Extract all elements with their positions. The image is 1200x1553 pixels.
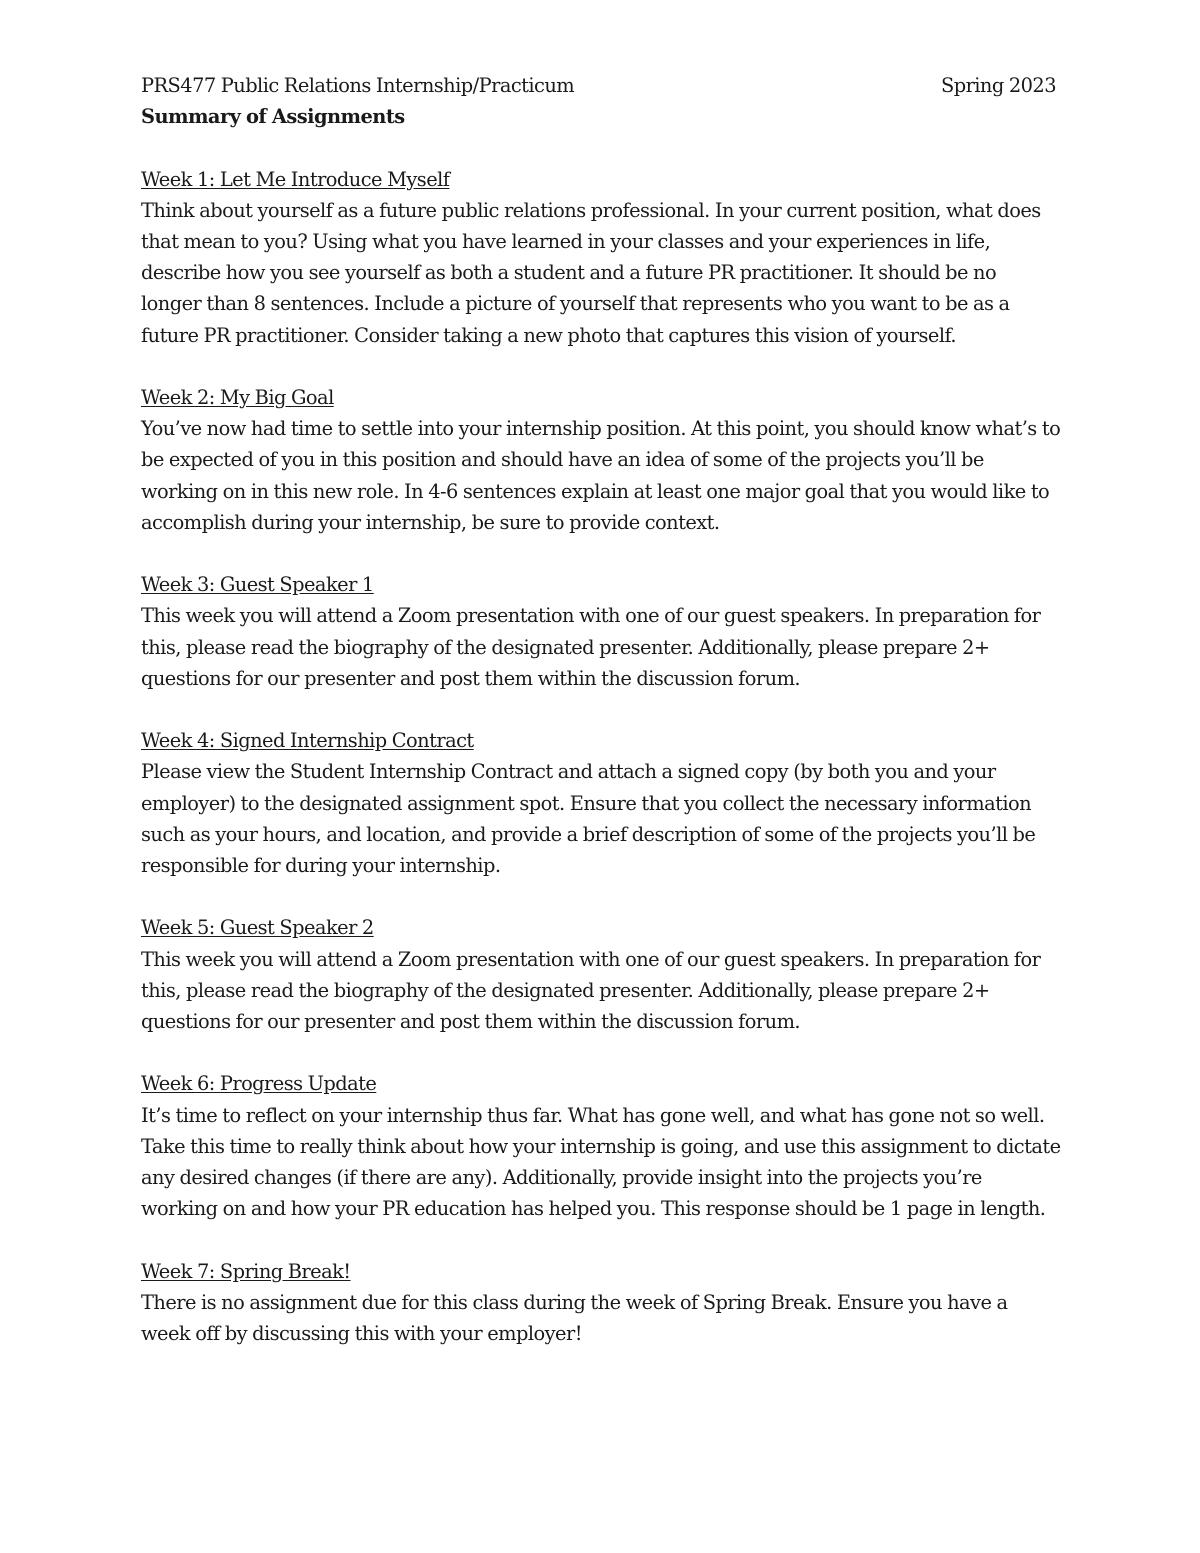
document-title: Summary of Assignments <box>141 105 405 129</box>
week-7-heading: Week 7: Spring Break! <box>141 1259 351 1283</box>
week-4-section <box>141 725 1061 881</box>
week-1-heading: Week 1: Let Me Introduce Myself <box>141 167 450 191</box>
week-5-body: This week you will attend a Zoom presentation with one of our guest speakers. In preparation for this, please read the biography of the designated presenter. Additionally, please prepare 2+ questions for our presenter and post them within the discussion forum. <box>141 947 1041 1034</box>
week-1-section <box>141 164 1061 351</box>
week-3-body: This week you will attend a Zoom presentation with one of our guest speakers. In preparation for this, please read the biography of the designated presenter. Additionally, please prepare 2+ questions for our presenter and post them within the discussion forum. <box>141 604 1041 690</box>
week-6-heading: Week 6: Progress Update <box>141 1072 377 1096</box>
term-label: Spring 2023 <box>940 74 1056 97</box>
week-3-section <box>141 569 1061 694</box>
week-5-section <box>141 912 1061 1037</box>
week-1-body: Think about yourself as a future public relations professional. In your current position, what does that mean to you? Using what you have learned in your classes and your experiences in life, describe how you see yourself as both a student and a future PR practitioner. It should be no longer than 8 sentences. Include a picture of yourself that represents who you want to be as a future PR practitioner. Consider taking a new photo that captures this vision of yourself. <box>141 198 1041 347</box>
week-4-body: Please view the Student Internship Contract and attach a signed copy (by both you and your employer) to the designated assignment spot. Ensure that you collect the necessary information such as your hours, and location, and provide a brief description of some of the projects you’ll be responsible for during your internship. <box>141 760 1036 878</box>
week-2-body: You’ve now had time to settle into your internship position. At this point, you should know what’s to be expected of you in this position and should have an idea of some of the projects you’ll be working on in this new role. In 4-6 sentences explain at least one major goal that you would like to accomplish during your internship, be sure to provide context. <box>141 417 1061 534</box>
week-5-heading: Week 5: Guest Speaker 2 <box>141 916 374 940</box>
week-4-heading: Week 4: Signed Internship Contract <box>141 729 474 753</box>
course-name: PRS477 Public Relations Internship/Practicum <box>141 74 575 97</box>
week-6-section <box>141 1068 1061 1224</box>
week-2-section <box>141 382 1061 538</box>
week-2-heading: Week 2: My Big Goal <box>141 386 334 409</box>
week-7-body: There is no assignment due for this class during the week of Spring Break. Ensure you have a week off by discussing this with your employer! <box>141 1290 1008 1346</box>
week-3-heading: Week 3: Guest Speaker 1 <box>141 573 374 597</box>
week-6-body: It’s time to reflect on your internship thus far. What has gone well, and what has gone not so well. Take this time to really think about how your internship is going, and use this assignment to dictate any desired changes (if there are any). Additionally, provide insight into the projects you’re working on and how your PR education has helped you. This response should be 1 page in length. <box>141 1103 1061 1221</box>
document-header <box>141 70 1056 101</box>
week-7-section <box>141 1256 1061 1350</box>
document-page <box>141 70 1061 1349</box>
